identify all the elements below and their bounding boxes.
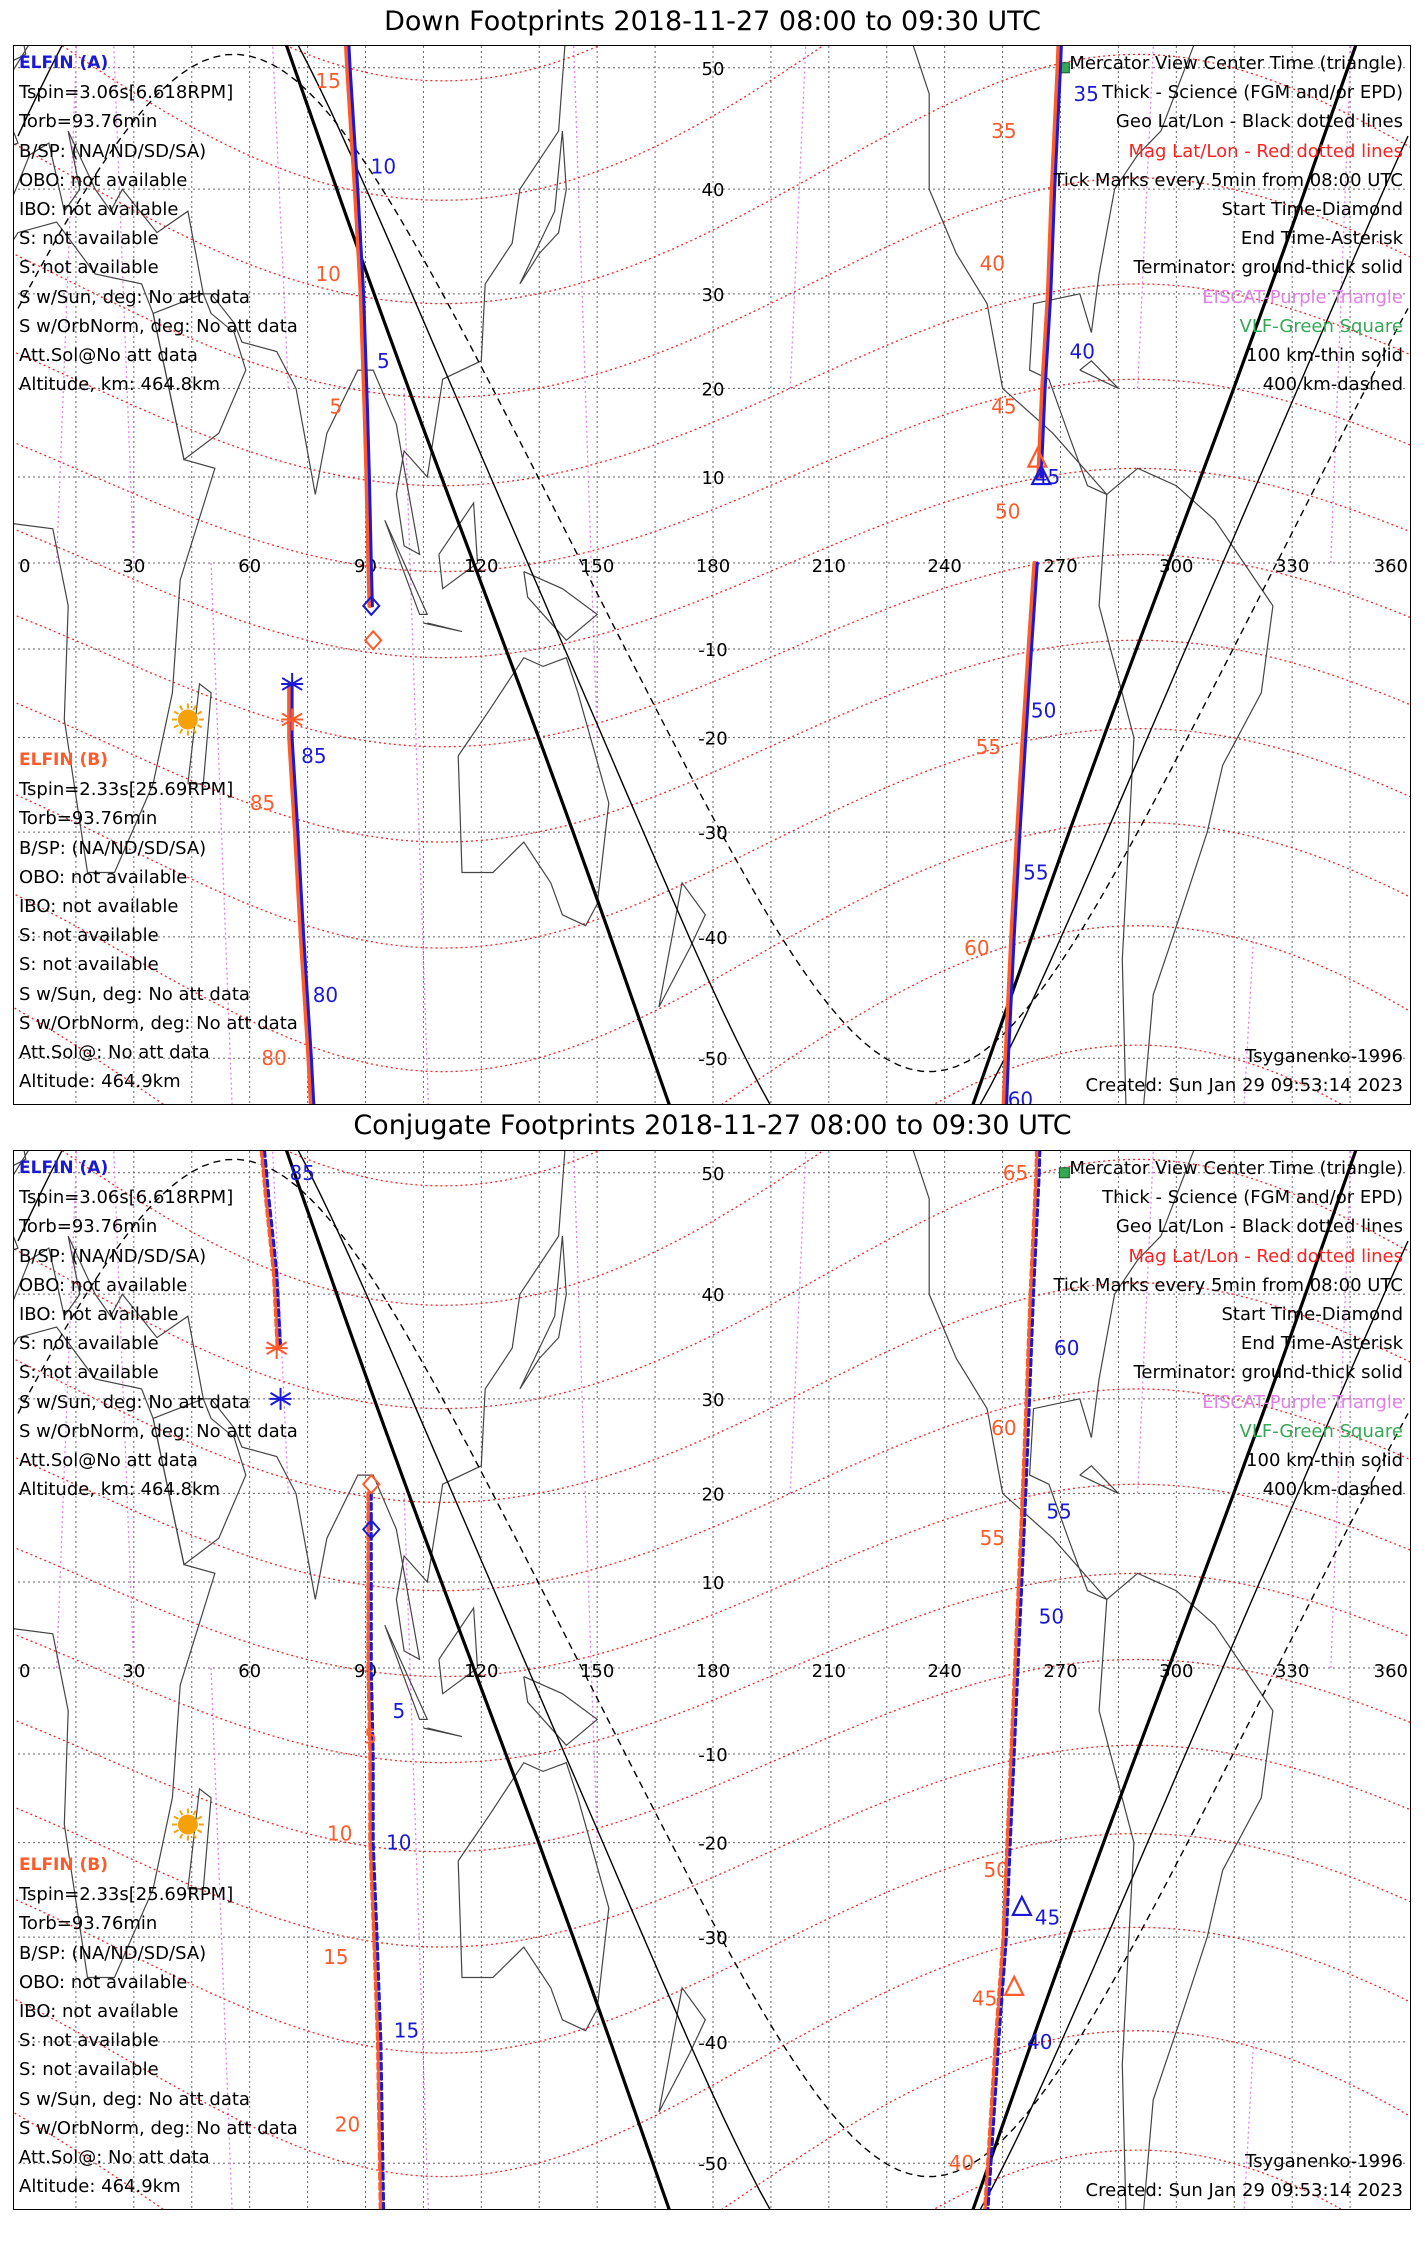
legend-item: Terminator: ground-thick solid — [1133, 1362, 1403, 1384]
mag-lon-line — [404, 388, 450, 1105]
elfin-b-time-tick: 80 — [261, 1046, 287, 1071]
y-tick-label: 30 — [701, 1389, 725, 1411]
x-tick-label: 180 — [695, 556, 731, 577]
x-tick-label: 240 — [927, 1661, 962, 1682]
y-tick-label: -30 — [698, 823, 728, 845]
info-line: B/SP: (NA/ND/SD/SA) — [19, 837, 207, 859]
legend-item: VLF-Green Square — [1239, 315, 1403, 337]
elfin-a-time-tick: 5 — [376, 348, 390, 373]
elfin-a-time-tick: 50 — [1038, 1604, 1065, 1629]
info-line: Att.Sol@: No att data — [19, 2146, 210, 2168]
coastline — [385, 520, 428, 614]
info-line: S w/OrbNorm, deg: No att data — [19, 2117, 298, 2139]
model-footer — [1086, 2147, 1403, 2205]
elfin-a-time-tick: 10 — [370, 154, 397, 179]
legend-item: Geo Lat/Lon - Black dotted lines — [1115, 111, 1403, 133]
elfin-a-time-tick: 55 — [1023, 860, 1049, 885]
elfin-a-time-tick: 60 — [1007, 1087, 1034, 1106]
x-tick-label: 210 — [811, 556, 847, 577]
info-line: S: not available — [19, 954, 159, 976]
legend-item: End Time-Asterisk — [1240, 1333, 1403, 1355]
y-tick-label: 30 — [701, 284, 725, 306]
legend-item: Start Time-Diamond — [1221, 198, 1403, 220]
x-tick-label: 270 — [1043, 556, 1078, 577]
elfin-a-time-tick: 80 — [312, 982, 339, 1007]
elfin-b-time-tick: 15 — [323, 1945, 349, 1970]
x-tick-label: 30 — [122, 556, 146, 577]
info-line: Altitude: 464.9km — [19, 1071, 181, 1093]
x-tick-label: 60 — [238, 1661, 262, 1682]
x-tick-label: 240 — [927, 556, 962, 577]
elfin-a-time-tick: 5 — [392, 1698, 406, 1723]
info-line: B/SP: (NA/ND/SD/SA) — [19, 1942, 207, 1964]
info-line: Torb=93.76min — [19, 1913, 158, 1935]
elfin-b-time-tick: 45 — [971, 1986, 998, 2011]
model-name: Tsyganenko-1996 — [1245, 2150, 1403, 2172]
elfin-a-time-tick: 35 — [1073, 81, 1099, 106]
elfin-b-time-tick: 60 — [991, 1416, 1017, 1441]
y-tick-label: 50 — [701, 58, 725, 80]
elfin-a-time-tick: 40 — [1027, 2029, 1053, 2054]
view-center-triangle-a — [1013, 1897, 1031, 1915]
elfin-a-info — [19, 1154, 298, 1504]
elfin-b-track — [303, 46, 370, 606]
info-line: IBO: not available — [19, 895, 179, 917]
elfin-b-time-tick: 5 — [329, 394, 343, 419]
info-line: S: not available — [19, 2030, 159, 2052]
x-tick-label: 330 — [1274, 1661, 1310, 1682]
elfin-a-time-tick: 60 — [1054, 1336, 1080, 1361]
elfin-b-time-tick: 40 — [979, 251, 1006, 276]
elfin-a-time-tick: 85 — [289, 1160, 316, 1185]
info-line: Torb=93.76min — [19, 1216, 158, 1238]
y-tick-label: -30 — [698, 1928, 728, 1950]
map-legend — [1053, 49, 1403, 399]
y-tick-label: -20 — [698, 728, 728, 750]
info-line: Att.Sol@: No att data — [19, 1041, 210, 1063]
y-tick-label: 10 — [701, 1573, 725, 1595]
legend-item: Mag Lat/Lon - Red dotted lines — [1128, 140, 1403, 162]
y-tick-label: 10 — [701, 468, 725, 490]
elfin-b-track — [369, 1493, 383, 2210]
elfin-b-time-tick: 55 — [975, 734, 1002, 759]
legend-item: Start Time-Diamond — [1221, 1303, 1403, 1325]
x-tick-label: 0 — [19, 556, 31, 577]
elfin-a-name: ELFIN (A) — [19, 53, 109, 73]
coastline — [423, 623, 462, 632]
info-line: S: not available — [19, 228, 159, 250]
start-diamond-b — [365, 631, 381, 649]
elfin-a-time-tick: 55 — [1046, 1499, 1072, 1524]
y-tick-label: -50 — [698, 1049, 728, 1071]
y-tick-label: -10 — [698, 639, 728, 661]
legend-item: End Time-Asterisk — [1240, 228, 1403, 250]
info-line: S w/OrbNorm, deg: No att data — [19, 315, 298, 337]
info-line: S w/Sun, deg: No att data — [19, 286, 250, 308]
legend-item: VLF-Green Square — [1239, 1420, 1403, 1442]
info-line: S w/OrbNorm, deg: No att data — [19, 1420, 298, 1442]
elfin-b-time-tick: 50 — [983, 1858, 1009, 1883]
info-line: S: not available — [19, 2059, 159, 2081]
elfin-b-time-tick: 10 — [327, 1821, 353, 1846]
x-tick-label: 360 — [1373, 556, 1408, 577]
info-line: Altitude, km: 464.8km — [19, 374, 221, 396]
x-tick-label: 330 — [1274, 556, 1310, 577]
info-line: IBO: not available — [19, 1303, 179, 1325]
y-tick-label: 20 — [701, 1484, 725, 1506]
info-line: OBO: not available — [19, 169, 188, 191]
elfin-b-time-tick: 45 — [991, 394, 1017, 419]
info-line: IBO: not available — [19, 198, 179, 220]
legend-item: 100 km-thin solid — [1246, 344, 1403, 366]
elfin-b-name: ELFIN (B) — [19, 750, 109, 770]
panel-title-down: Down Footprints 2018-11-27 08:00 to 09:30 UTC — [384, 6, 1041, 37]
y-tick-label: -10 — [698, 1744, 728, 1766]
info-line: Torb=93.76min — [19, 808, 158, 830]
mag-lon-line — [790, 46, 836, 388]
y-tick-label: -40 — [698, 2032, 728, 2054]
elfin-b-time-tick: 65 — [1002, 1160, 1029, 1185]
info-line: Att.Sol@No att data — [19, 1449, 198, 1471]
y-tick-label: 50 — [701, 1163, 725, 1185]
elfin-b-time-tick: 60 — [964, 936, 990, 961]
y-tick-label: 40 — [701, 1285, 725, 1307]
info-line: B/SP: (NA/ND/SD/SA) — [19, 140, 207, 162]
legend-item: Terminator: ground-thick solid — [1133, 257, 1403, 279]
conjugate-footprints-map — [13, 1150, 1411, 2210]
sun-icon — [172, 1809, 204, 1841]
legend-item: EISCAT-Purple Triangle — [1202, 1391, 1403, 1413]
info-line: Altitude: 464.9km — [19, 2176, 181, 2198]
elfin-a-time-tick: 40 — [1069, 339, 1095, 364]
info-line: OBO: not available — [19, 1274, 188, 1296]
x-tick-label: 30 — [122, 1661, 146, 1682]
info-line: S: not available — [19, 1333, 159, 1355]
info-line: S: not available — [19, 925, 159, 947]
elfin-a-time-tick: 45 — [1034, 1905, 1061, 1930]
info-line: OBO: not available — [19, 866, 188, 888]
elfin-a-name: ELFIN (A) — [19, 1158, 109, 1178]
info-line: Att.Sol@No att data — [19, 344, 198, 366]
elfin-a-time-tick: 15 — [393, 2018, 420, 2043]
info-line: Tspin=2.33s[25.69RPM] — [19, 1884, 234, 1906]
elfin-b-time-tick: 35 — [991, 119, 1017, 144]
legend-item: 400 km-dashed — [1262, 374, 1403, 396]
coastline — [423, 1728, 462, 1737]
info-line: Altitude, km: 464.8km — [19, 1479, 221, 1501]
x-tick-label: 150 — [579, 1661, 615, 1682]
elfin-b-time-tick: 15 — [315, 68, 341, 93]
elfin-b-name: ELFIN (B) — [19, 1855, 109, 1875]
legend-item: Tick Marks every 5min from 08:00 UTC — [1053, 1274, 1403, 1296]
info-line: Tspin=3.06s[6.618RPM] — [19, 1187, 234, 1209]
down-footprints-map — [13, 45, 1411, 1105]
x-tick-label: 90 — [354, 556, 377, 577]
x-tick-label: 90 — [354, 1661, 377, 1682]
elfin-b-time-tick: 20 — [334, 2112, 361, 2137]
x-tick-label: 150 — [579, 556, 615, 577]
info-line: S: not available — [19, 1362, 159, 1384]
coastline — [385, 1625, 428, 1719]
info-line: S w/Sun, deg: No att data — [19, 1391, 250, 1413]
elfin-b-time-tick: 5 — [364, 1724, 378, 1749]
elfin-a-time-tick: 50 — [1030, 698, 1057, 723]
x-tick-label: 300 — [1159, 556, 1194, 577]
y-tick-label: 20 — [701, 379, 725, 401]
x-tick-label: 120 — [464, 556, 499, 577]
legend-item: Mercator View Center Time (triangle) — [1069, 53, 1403, 74]
elfin-b-info — [19, 746, 298, 1096]
info-line: B/SP: (NA/ND/SD/SA) — [19, 1245, 207, 1267]
info-line: Torb=93.76min — [19, 111, 158, 133]
elfin-b-time-tick: 40 — [948, 2151, 975, 2176]
coastline — [524, 1677, 597, 1746]
created-timestamp: Created: Sun Jan 29 09:53:14 2023 — [1085, 1074, 1403, 1096]
info-line: OBO: not available — [19, 1971, 188, 1993]
legend-item: Geo Lat/Lon - Black dotted lines — [1115, 1216, 1403, 1238]
map-legend — [1053, 1154, 1403, 1504]
info-line: IBO: not available — [19, 2000, 179, 2022]
panel-title-conjugate: Conjugate Footprints 2018-11-27 08:00 to 09:30 UTC — [353, 1110, 1072, 1141]
view-center-triangle-b — [1005, 1977, 1023, 1995]
legend-item: 400 km-dashed — [1262, 1479, 1403, 1501]
x-tick-label: 360 — [1373, 1661, 1408, 1682]
elfin-b-time-tick: 50 — [995, 499, 1021, 524]
legend-item: Thick - Science (FGM and/or EPD) — [1102, 1187, 1403, 1209]
x-tick-label: 210 — [811, 1661, 847, 1682]
x-tick-label: 180 — [695, 1661, 731, 1682]
legend-item: Mag Lat/Lon - Red dotted lines — [1128, 1245, 1403, 1267]
x-tick-label: 270 — [1043, 1661, 1078, 1682]
legend-item: 100 km-thin solid — [1246, 1449, 1403, 1471]
elfin-a-time-tick: 45 — [1034, 465, 1061, 490]
x-tick-label: 300 — [1159, 1661, 1194, 1682]
legend-item: Tick Marks every 5min from 08:00 UTC — [1053, 169, 1403, 191]
legend-item: Mercator View Center Time (triangle) — [1069, 1158, 1403, 1179]
x-tick-label: 120 — [464, 1661, 499, 1682]
elfin-a-time-tick: 85 — [301, 743, 327, 768]
elfin-b-time-tick: 55 — [979, 1526, 1006, 1551]
end-asterisk-b — [281, 709, 303, 731]
elfin-b-info — [19, 1851, 298, 2201]
info-line: S: not available — [19, 257, 159, 279]
legend-item: Thick - Science (FGM and/or EPD) — [1102, 82, 1403, 104]
legend-item: EISCAT-Purple Triangle — [1202, 286, 1403, 308]
elfin-a-time-tick: 10 — [386, 1830, 412, 1855]
y-tick-label: -40 — [698, 927, 728, 949]
y-tick-label: 40 — [701, 180, 725, 202]
mag-lon-line — [790, 1151, 836, 1493]
x-tick-label: 0 — [19, 1661, 31, 1682]
elfin-b-time-tick: 10 — [315, 261, 341, 286]
created-timestamp: Created: Sun Jan 29 09:53:14 2023 — [1085, 2179, 1403, 2201]
info-line: Tspin=2.33s[25.69RPM] — [19, 779, 234, 801]
y-tick-label: -50 — [698, 2154, 728, 2176]
sun-icon — [172, 704, 204, 736]
coastline — [524, 572, 597, 641]
model-footer — [1086, 1042, 1403, 1100]
end-asterisk-a — [281, 673, 303, 695]
elfin-b-time-tick: 85 — [249, 790, 276, 815]
info-line: S w/OrbNorm, deg: No att data — [19, 1012, 298, 1034]
info-line: S w/Sun, deg: No att data — [19, 983, 250, 1005]
x-tick-label: 60 — [238, 556, 262, 577]
info-line: Tspin=3.06s[6.618RPM] — [19, 82, 234, 104]
info-line: S w/Sun, deg: No att data — [19, 2088, 250, 2110]
y-tick-label: -20 — [698, 1833, 728, 1855]
elfin-a-info — [19, 49, 298, 399]
model-name: Tsyganenko-1996 — [1245, 1045, 1403, 1067]
